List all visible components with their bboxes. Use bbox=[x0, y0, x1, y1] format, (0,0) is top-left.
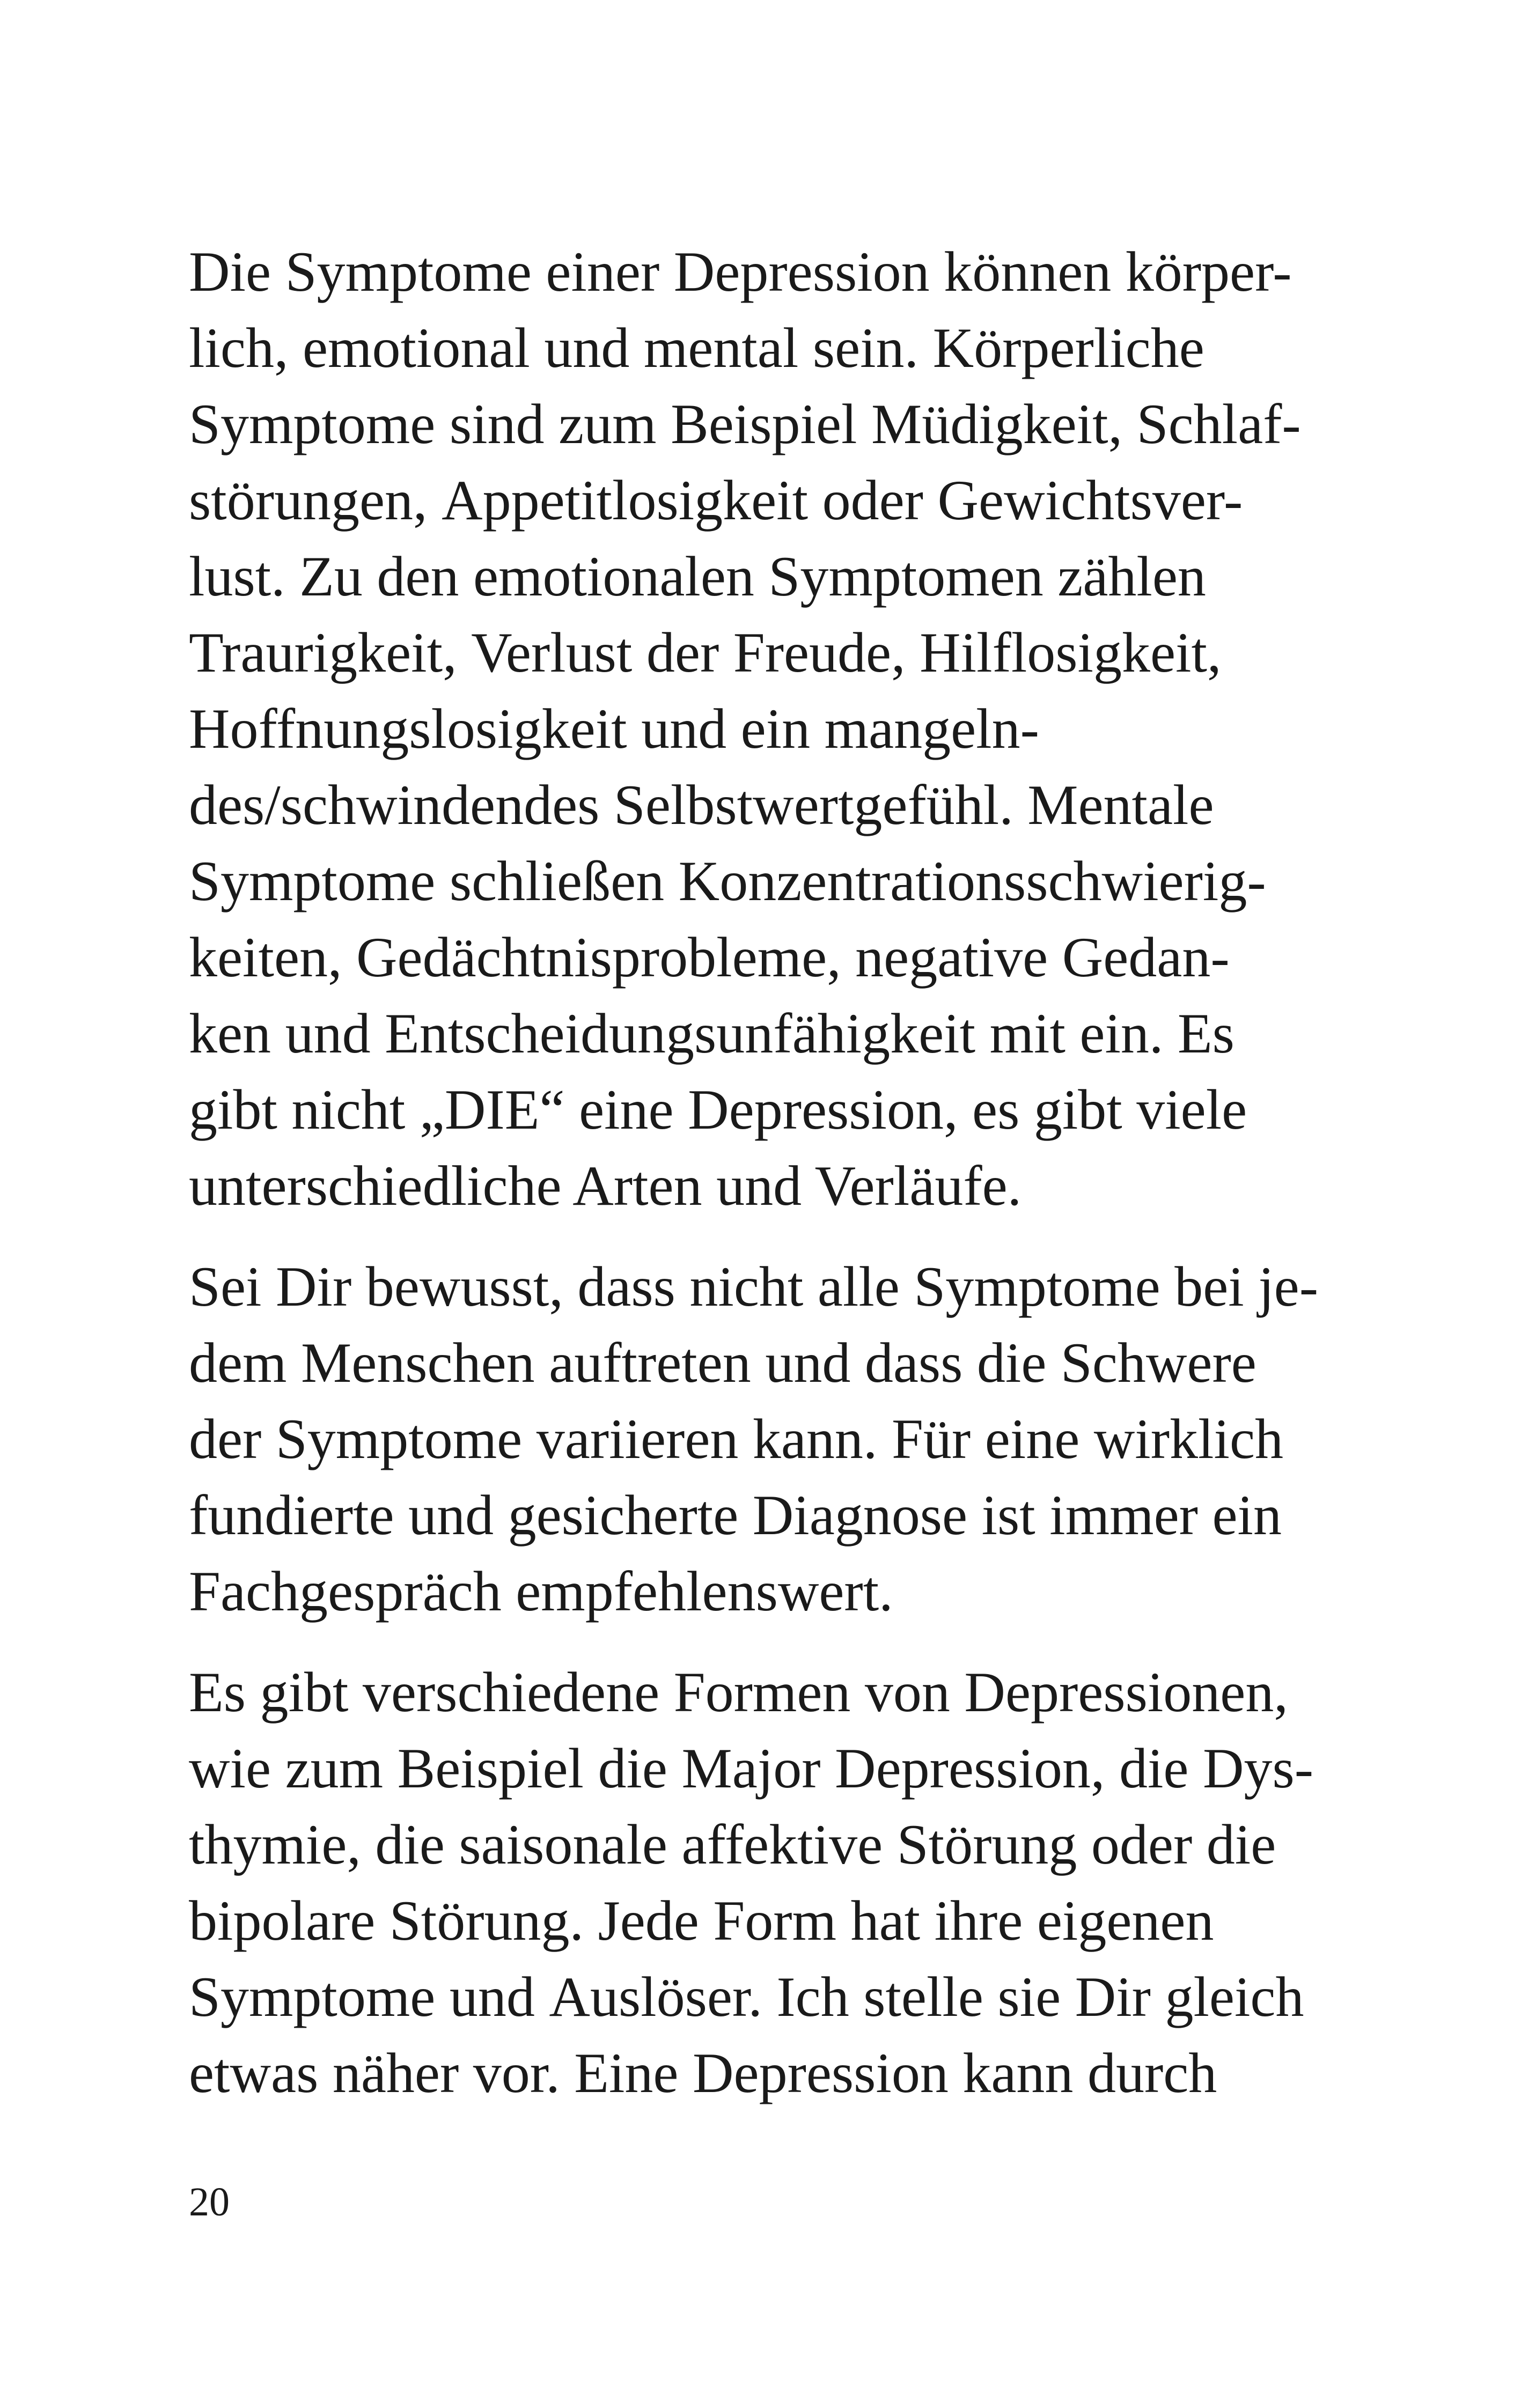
text-line: dem Menschen auftreten und dass die Schwere bbox=[189, 1331, 1257, 1394]
text-line: störungen, Appetitlosigkeit oder Gewichtsver- bbox=[189, 469, 1243, 532]
text-line: lich, emotional und mental sein. Körperliche bbox=[189, 316, 1204, 379]
text-line: wie zum Beispiel die Major Depression, die Dys- bbox=[189, 1737, 1314, 1800]
text-line: lust. Zu den emotionalen Symptomen zählen bbox=[189, 545, 1206, 608]
text-line: unterschiedliche Arten und Verläufe. bbox=[189, 1154, 1022, 1217]
page-number: 20 bbox=[189, 2179, 230, 2225]
text-line: Es gibt verschiedene Formen von Depressionen, bbox=[189, 1661, 1288, 1724]
paragraph-3 bbox=[189, 1654, 1319, 2111]
text-line: Symptome und Auslöser. Ich stelle sie Dir gleich bbox=[189, 1965, 1304, 2028]
body-text bbox=[189, 234, 1319, 2111]
text-line: etwas näher vor. Eine Depression kann durch bbox=[189, 2042, 1217, 2104]
text-line: fundierte und gesicherte Diagnose ist immer ein bbox=[189, 1484, 1282, 1547]
text-line: des/schwindendes Selbstwertgefühl. Mentale bbox=[189, 774, 1214, 836]
text-line: ken und Entscheidungsunfähigkeit mit ein. Es bbox=[189, 1002, 1235, 1065]
text-line: Symptome schließen Konzentrationsschwierig- bbox=[189, 850, 1266, 912]
text-line: thymie, die saisonale affektive Störung oder die bbox=[189, 1813, 1276, 1876]
text-line: Sei Dir bewusst, dass nicht alle Symptome bei je- bbox=[189, 1255, 1318, 1318]
text-line: Traurigkeit, Verlust der Freude, Hilflosigkeit, bbox=[189, 621, 1222, 684]
text-line: gibt nicht „DIE“ eine Depression, es gibt viele bbox=[189, 1078, 1247, 1141]
text-line: der Symptome variieren kann. Für eine wirklich bbox=[189, 1408, 1283, 1470]
text-line: Die Symptome einer Depression können körper- bbox=[189, 240, 1292, 303]
paragraph-1 bbox=[189, 234, 1319, 1224]
text-line: Symptome sind zum Beispiel Müdigkeit, Schlaf- bbox=[189, 393, 1301, 455]
paragraph-2 bbox=[189, 1249, 1319, 1630]
text-line: Fachgespräch empfehlenswert. bbox=[189, 1560, 893, 1623]
text-line: keiten, Gedächtnisprobleme, negative Gedan- bbox=[189, 926, 1230, 989]
text-line: Hoffnungslosigkeit und ein mangeln- bbox=[189, 697, 1039, 760]
text-line: bipolare Störung. Jede Form hat ihre eigenen bbox=[189, 1889, 1214, 1952]
